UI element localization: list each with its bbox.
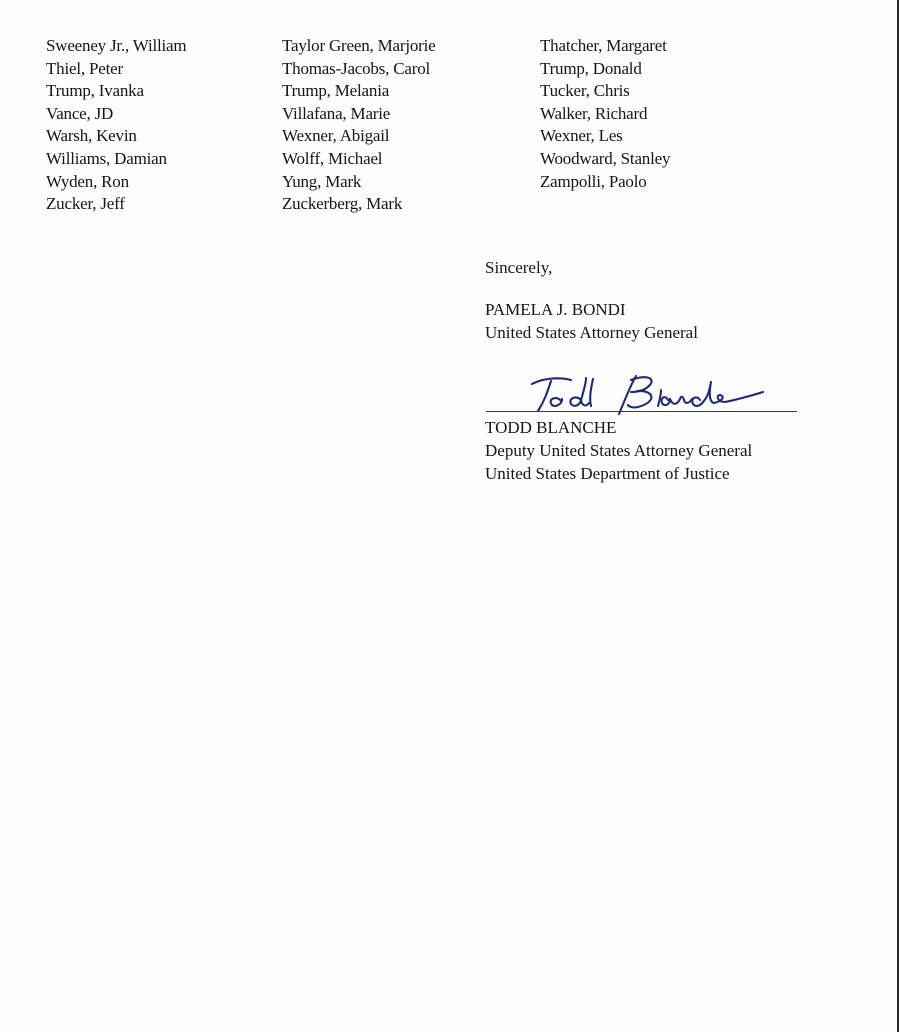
recipient-name: Zucker, Jeff [46, 194, 125, 214]
recipient-name: Wexner, Les [540, 126, 623, 146]
recipient-name: Woodward, Stanley [540, 148, 671, 168]
recipient-name: Wexner, Abigail [282, 126, 390, 146]
recipient-name: Walker, Richard [540, 103, 648, 123]
closing-salutation: Sincerely, [485, 258, 553, 277]
recipient-name: Villafana, Marie [282, 103, 391, 123]
recipient-column-2 [282, 35, 435, 216]
recipient-name: Sweeney Jr., William [46, 36, 187, 55]
recipient-name: Taylor Green, Marjorie [282, 36, 436, 55]
signature-block-deputy-attorney-general [485, 416, 752, 485]
signer-title: United States Attorney General [485, 323, 698, 342]
recipient-name: Williams, Damian [46, 148, 167, 168]
recipient-name: Warsh, Kevin [46, 126, 137, 146]
recipient-name: Tucker, Chris [540, 81, 630, 101]
recipient-name: Thiel, Peter [46, 58, 123, 78]
recipient-name: Trump, Donald [540, 58, 642, 78]
recipient-column-1 [46, 35, 186, 216]
signer-department: United States Department of Justice [485, 464, 730, 483]
recipient-name: Wolff, Michael [282, 148, 383, 168]
recipient-name: Vance, JD [46, 103, 114, 123]
recipient-name: Thomas-Jacobs, Carol [282, 58, 431, 78]
recipient-name: Zuckerberg, Mark [282, 194, 403, 214]
signer-title: Deputy United States Attorney General [485, 441, 753, 460]
recipient-name: Trump, Melania [282, 81, 390, 101]
page-edge [897, 0, 899, 1032]
recipient-name: Zampolli, Paolo [540, 171, 647, 191]
recipient-column-3 [540, 35, 670, 193]
handwritten-signature [485, 370, 800, 416]
recipient-name: Yung, Mark [282, 171, 362, 191]
recipient-name: Thatcher, Margaret [540, 36, 667, 55]
recipient-name: Wyden, Ron [46, 171, 129, 191]
signer-name: PAMELA J. BONDI [485, 300, 626, 319]
signature-line [486, 411, 797, 412]
recipient-name: Trump, Ivanka [46, 81, 144, 101]
signature-block-attorney-general [485, 298, 698, 344]
signer-name: TODD BLANCHE [485, 418, 617, 437]
